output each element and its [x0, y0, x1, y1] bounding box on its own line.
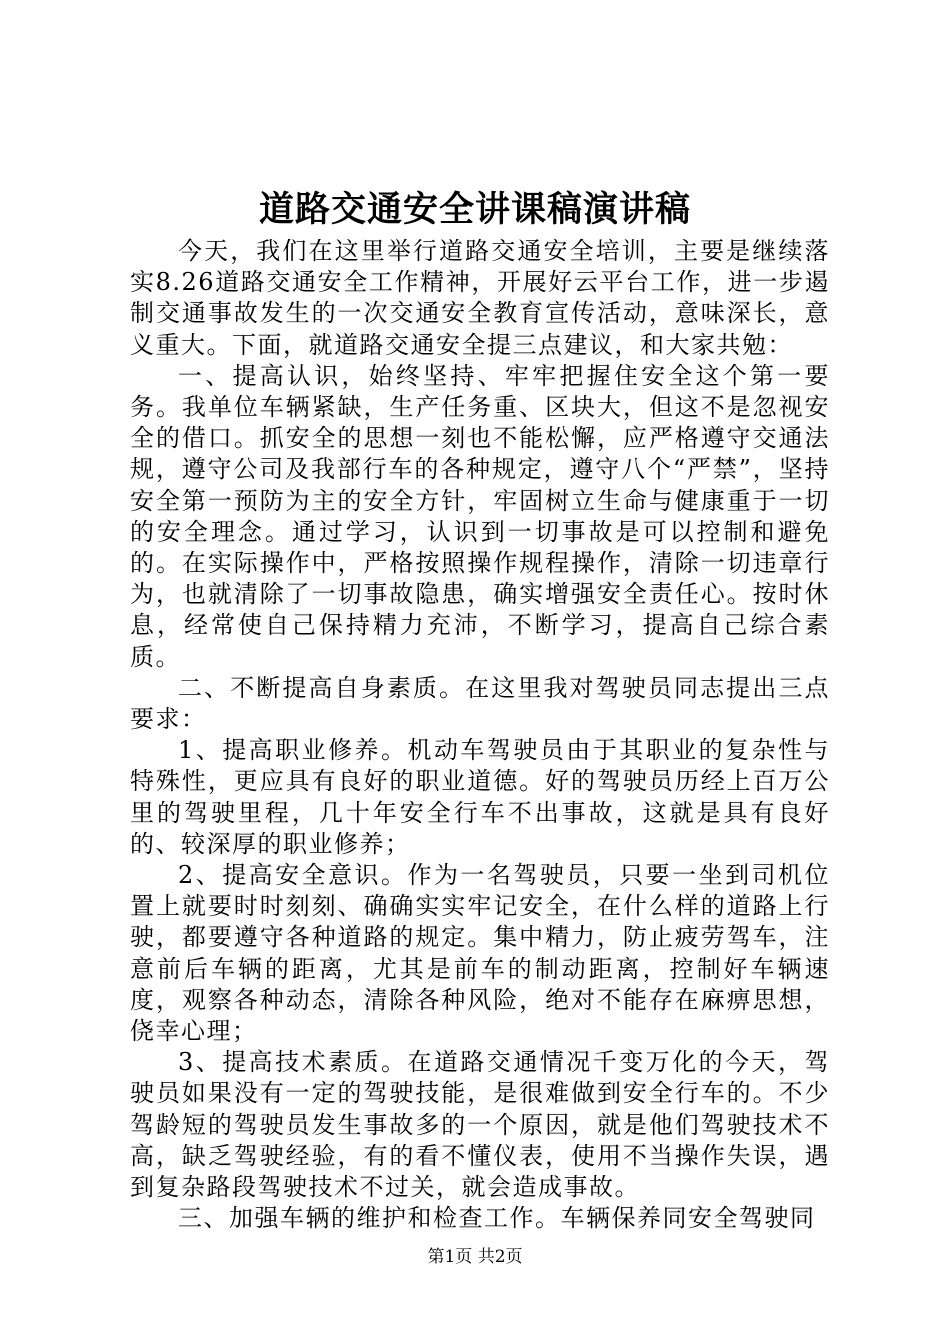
page-footer: 第1页 共2页: [427, 1247, 523, 1267]
paragraph-point-one: 一、提高认识，始终坚持、牢牢把握住安全这个第一要务。我单位车辆紧缺，生产任务重、区块大，但这不是忽视安全的借口。抓安全的思想一刻也不能松懈，应严格遵守交通法规，遵守公司及我部行车的各种规定，遵守八个“严禁”，坚持安全第一预防为主的安全方针，牢固树立生命与健康重于一切的安全理念。通过学习，认识到一切事故是可以控制和避免的。在实际操作中，严格按照操作规程操作，清除一切违章行为，也就清除了一切事故隐患，确实增强安全责任心。按时休息，经常使自己保持精力充沛，不断学习，提高自己综合素质。: [130, 361, 830, 671]
paragraph-point-two: 二、不断提高自身素质。在这里我对驾驶员同志提出三点要求：: [130, 673, 830, 734]
paragraph-requirement-3: 3、提高技术素质。在道路交通情况千变万化的今天，驾驶员如果没有一定的驾驶技能，是很难做到安全行车的。不少驾龄短的驾驶员发生事故多的一个原因，就是他们驾驶技术不高，缺乏驾驶经验，有的看不懂仪表，使用不当操作失误，遇到复杂路段驾驶技术不过关，就会造成事故。: [130, 1048, 830, 1202]
paragraph-point-three: 三、加强车辆的维护和检查工作。车辆保养同安全驾驶同: [178, 1204, 816, 1233]
paragraph-requirement-2: 2、提高安全意识。作为一名驾驶员，只要一坐到司机位置上就要时时刻刻、确确实实牢记安全，在什么样的道路上行驶，都要遵守各种道路的规定。集中精力，防止疲劳驾车，注意前后车辆的距离，尤其是前车的制动距离，控制好车辆速度，观察各种动态，清除各种风险，绝对不能存在麻痹思想，侥幸心理；: [130, 861, 830, 1046]
paragraph-intro: 今天，我们在这里举行道路交通安全培训，主要是继续落实8.26道路交通安全工作精神，开展好云平台工作，进一步遏制交通事故发生的一次交通安全教育宣传活动，意味深长，意义重大。下面，就道路交通安全提三点建议，和大家共勉：: [130, 237, 830, 359]
document-body: [130, 236, 830, 1235]
document-title: 道路交通安全讲课稿演讲稿: [258, 189, 691, 230]
paragraph-requirement-1: 1、提高职业修养。机动车驾驶员由于其职业的复杂性与特殊性，更应具有良好的职业道德。好的驾驶员历经上百万公里的驾驶里程，几十年安全行车不出事故，这就是具有良好的、较深厚的职业修养；: [130, 736, 830, 858]
